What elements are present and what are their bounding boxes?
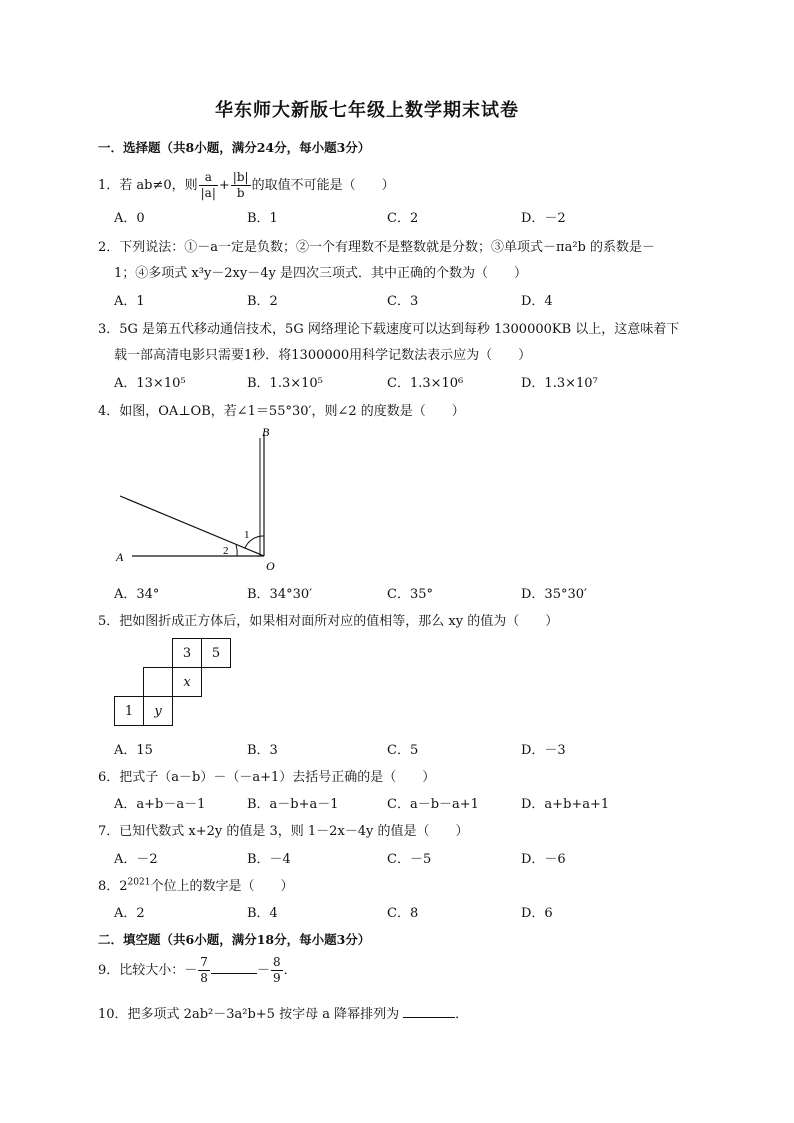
net-cell-1: 1 bbox=[115, 697, 144, 726]
q10-text: 10．把多项式 2ab²－3a²b+5 按字母 a 降幂排列为 bbox=[98, 1007, 400, 1022]
q5-option-c: C．5 bbox=[387, 743, 419, 758]
q3-option-d: D．1.3×10⁷ bbox=[521, 376, 598, 391]
section-two-heading: 二．填空题（共6小题，满分18分，每小题3分） bbox=[98, 932, 371, 947]
label-angle-1: 1 bbox=[244, 529, 250, 541]
q6-option-a: A．a+b－a－1 bbox=[114, 797, 206, 812]
q6-option-c: C．a－b－a+1 bbox=[387, 797, 479, 812]
q6-option-b: B．a－b+a－1 bbox=[247, 797, 339, 812]
q9-fraction-2: $\frac{8}{9}$ bbox=[272, 955, 281, 985]
label-o: O bbox=[266, 559, 275, 573]
q8-option-d: D．6 bbox=[521, 906, 553, 921]
q7-option-d: D．－6 bbox=[521, 852, 566, 867]
q1-option-d: D．－2 bbox=[521, 211, 566, 226]
ray-oc bbox=[120, 496, 264, 556]
q1-option-c: C．2 bbox=[387, 211, 419, 226]
q4-option-b: B．34°30′ bbox=[247, 587, 313, 602]
q4-option-a: A．34° bbox=[114, 587, 160, 602]
q4-option-d: D．35°30′ bbox=[521, 587, 587, 602]
angle-figure bbox=[110, 424, 290, 574]
q7-option-a: A．－2 bbox=[114, 852, 158, 867]
q3-option-a: A．13×10⁵ bbox=[114, 376, 186, 391]
q2-option-c: C．3 bbox=[387, 294, 419, 309]
q9-end: ． bbox=[283, 963, 297, 978]
question-7: 7．已知代数式 x+2y 的值是 3，则 1－2x－4y 的值是（ ） bbox=[98, 824, 469, 839]
q4-option-c: C．35° bbox=[387, 587, 433, 602]
q10-answer-blank[interactable] bbox=[403, 1005, 455, 1018]
question-9 bbox=[98, 955, 297, 987]
q1-plus: + bbox=[218, 178, 230, 193]
question-2-line-1: 2．下列说法：①－a一定是负数；②一个有理数不是整数就是分数；③单项式－πa²b 的系数是－ bbox=[98, 240, 655, 255]
question-3-line-2: 载一部高清电影只需要1秒．将1300000用科学记数法表示应为（ ） bbox=[114, 348, 532, 363]
question-6: 6．把式子（a－b）－（－a+1）去括号正确的是（ ） bbox=[98, 770, 436, 785]
question-8 bbox=[98, 875, 293, 894]
net-cell-y: y bbox=[144, 697, 173, 726]
angle-2-arc bbox=[236, 545, 237, 556]
net-cell-blank-1 bbox=[144, 668, 173, 697]
q9-minus-1: － bbox=[184, 963, 198, 978]
question-2-line-2: 1；④多项式 x³y－2xy－4y 是四次三项式．其中正确的个数为（ ） bbox=[114, 266, 527, 281]
q2-option-d: D．4 bbox=[521, 294, 553, 309]
q5-option-d: D．－3 bbox=[521, 743, 566, 758]
net-cell-3: 3 bbox=[173, 639, 202, 668]
net-cell-5: 5 bbox=[202, 639, 231, 668]
q8-option-b: B．4 bbox=[247, 906, 278, 921]
q5-option-a: A．15 bbox=[114, 743, 153, 758]
q2-option-b: B．2 bbox=[247, 294, 278, 309]
label-a: A bbox=[116, 550, 124, 564]
cube-net bbox=[114, 638, 231, 726]
q1-suffix: 的取值不可能是（ ） bbox=[251, 178, 395, 193]
q3-option-c: C．1.3×10⁶ bbox=[387, 376, 464, 391]
q8-option-c: C．8 bbox=[387, 906, 419, 921]
q1-option-a: A．0 bbox=[114, 211, 145, 226]
q8-exponent: 2021 bbox=[127, 877, 151, 888]
q8-prefix: 8．2 bbox=[98, 879, 128, 894]
q7-option-b: B．－4 bbox=[247, 852, 291, 867]
q9-prefix: 9．比较大小： bbox=[98, 963, 185, 978]
q2-option-a: A．1 bbox=[114, 294, 145, 309]
q1-fraction-b: $\frac{|b|}{b}$ bbox=[232, 170, 249, 200]
q9-answer-blank[interactable] bbox=[211, 961, 257, 974]
exam-title: 华东师大新版七年级上数学期末试卷 bbox=[215, 100, 519, 121]
q1-option-b: B．1 bbox=[247, 211, 278, 226]
label-angle-2: 2 bbox=[223, 545, 229, 557]
q8-suffix: 个位上的数字是（ ） bbox=[150, 879, 294, 894]
question-3-line-1: 3．5G 是第五代移动通信技术，5G 网络理论下载速度可以达到每秒 1300000KB 以上，这意味着下 bbox=[98, 322, 680, 337]
q3-option-b: B．1.3×10⁵ bbox=[247, 376, 323, 391]
q10-end: ． bbox=[455, 1007, 469, 1022]
q1-fraction-a: $\frac{a}{|a|}$ bbox=[200, 170, 216, 200]
question-1 bbox=[98, 170, 395, 201]
q9-fraction-1: $\frac{7}{8}$ bbox=[200, 955, 208, 985]
label-b: B bbox=[262, 425, 270, 439]
question-5: 5．把如图折成正方体后，如果相对面所对应的值相等，那么 xy 的值为（ ） bbox=[98, 614, 559, 629]
q8-option-a: A．2 bbox=[114, 906, 145, 921]
section-one-heading: 一．选择题（共8小题，满分24分，每小题3分） bbox=[98, 140, 371, 155]
q9-minus-2: － bbox=[256, 963, 270, 978]
q1-prefix: 1．若 ab≠0，则 bbox=[98, 178, 198, 193]
question-4: 4．如图，OA⊥OB，若∠1＝55°30′，则∠2 的度数是（ ） bbox=[98, 404, 465, 419]
q6-option-d: D．a+b+a+1 bbox=[521, 797, 610, 812]
net-cell-x: x bbox=[173, 668, 202, 697]
question-10 bbox=[98, 1003, 468, 1022]
q5-option-b: B．3 bbox=[247, 743, 278, 758]
q7-option-c: C．－5 bbox=[387, 852, 432, 867]
